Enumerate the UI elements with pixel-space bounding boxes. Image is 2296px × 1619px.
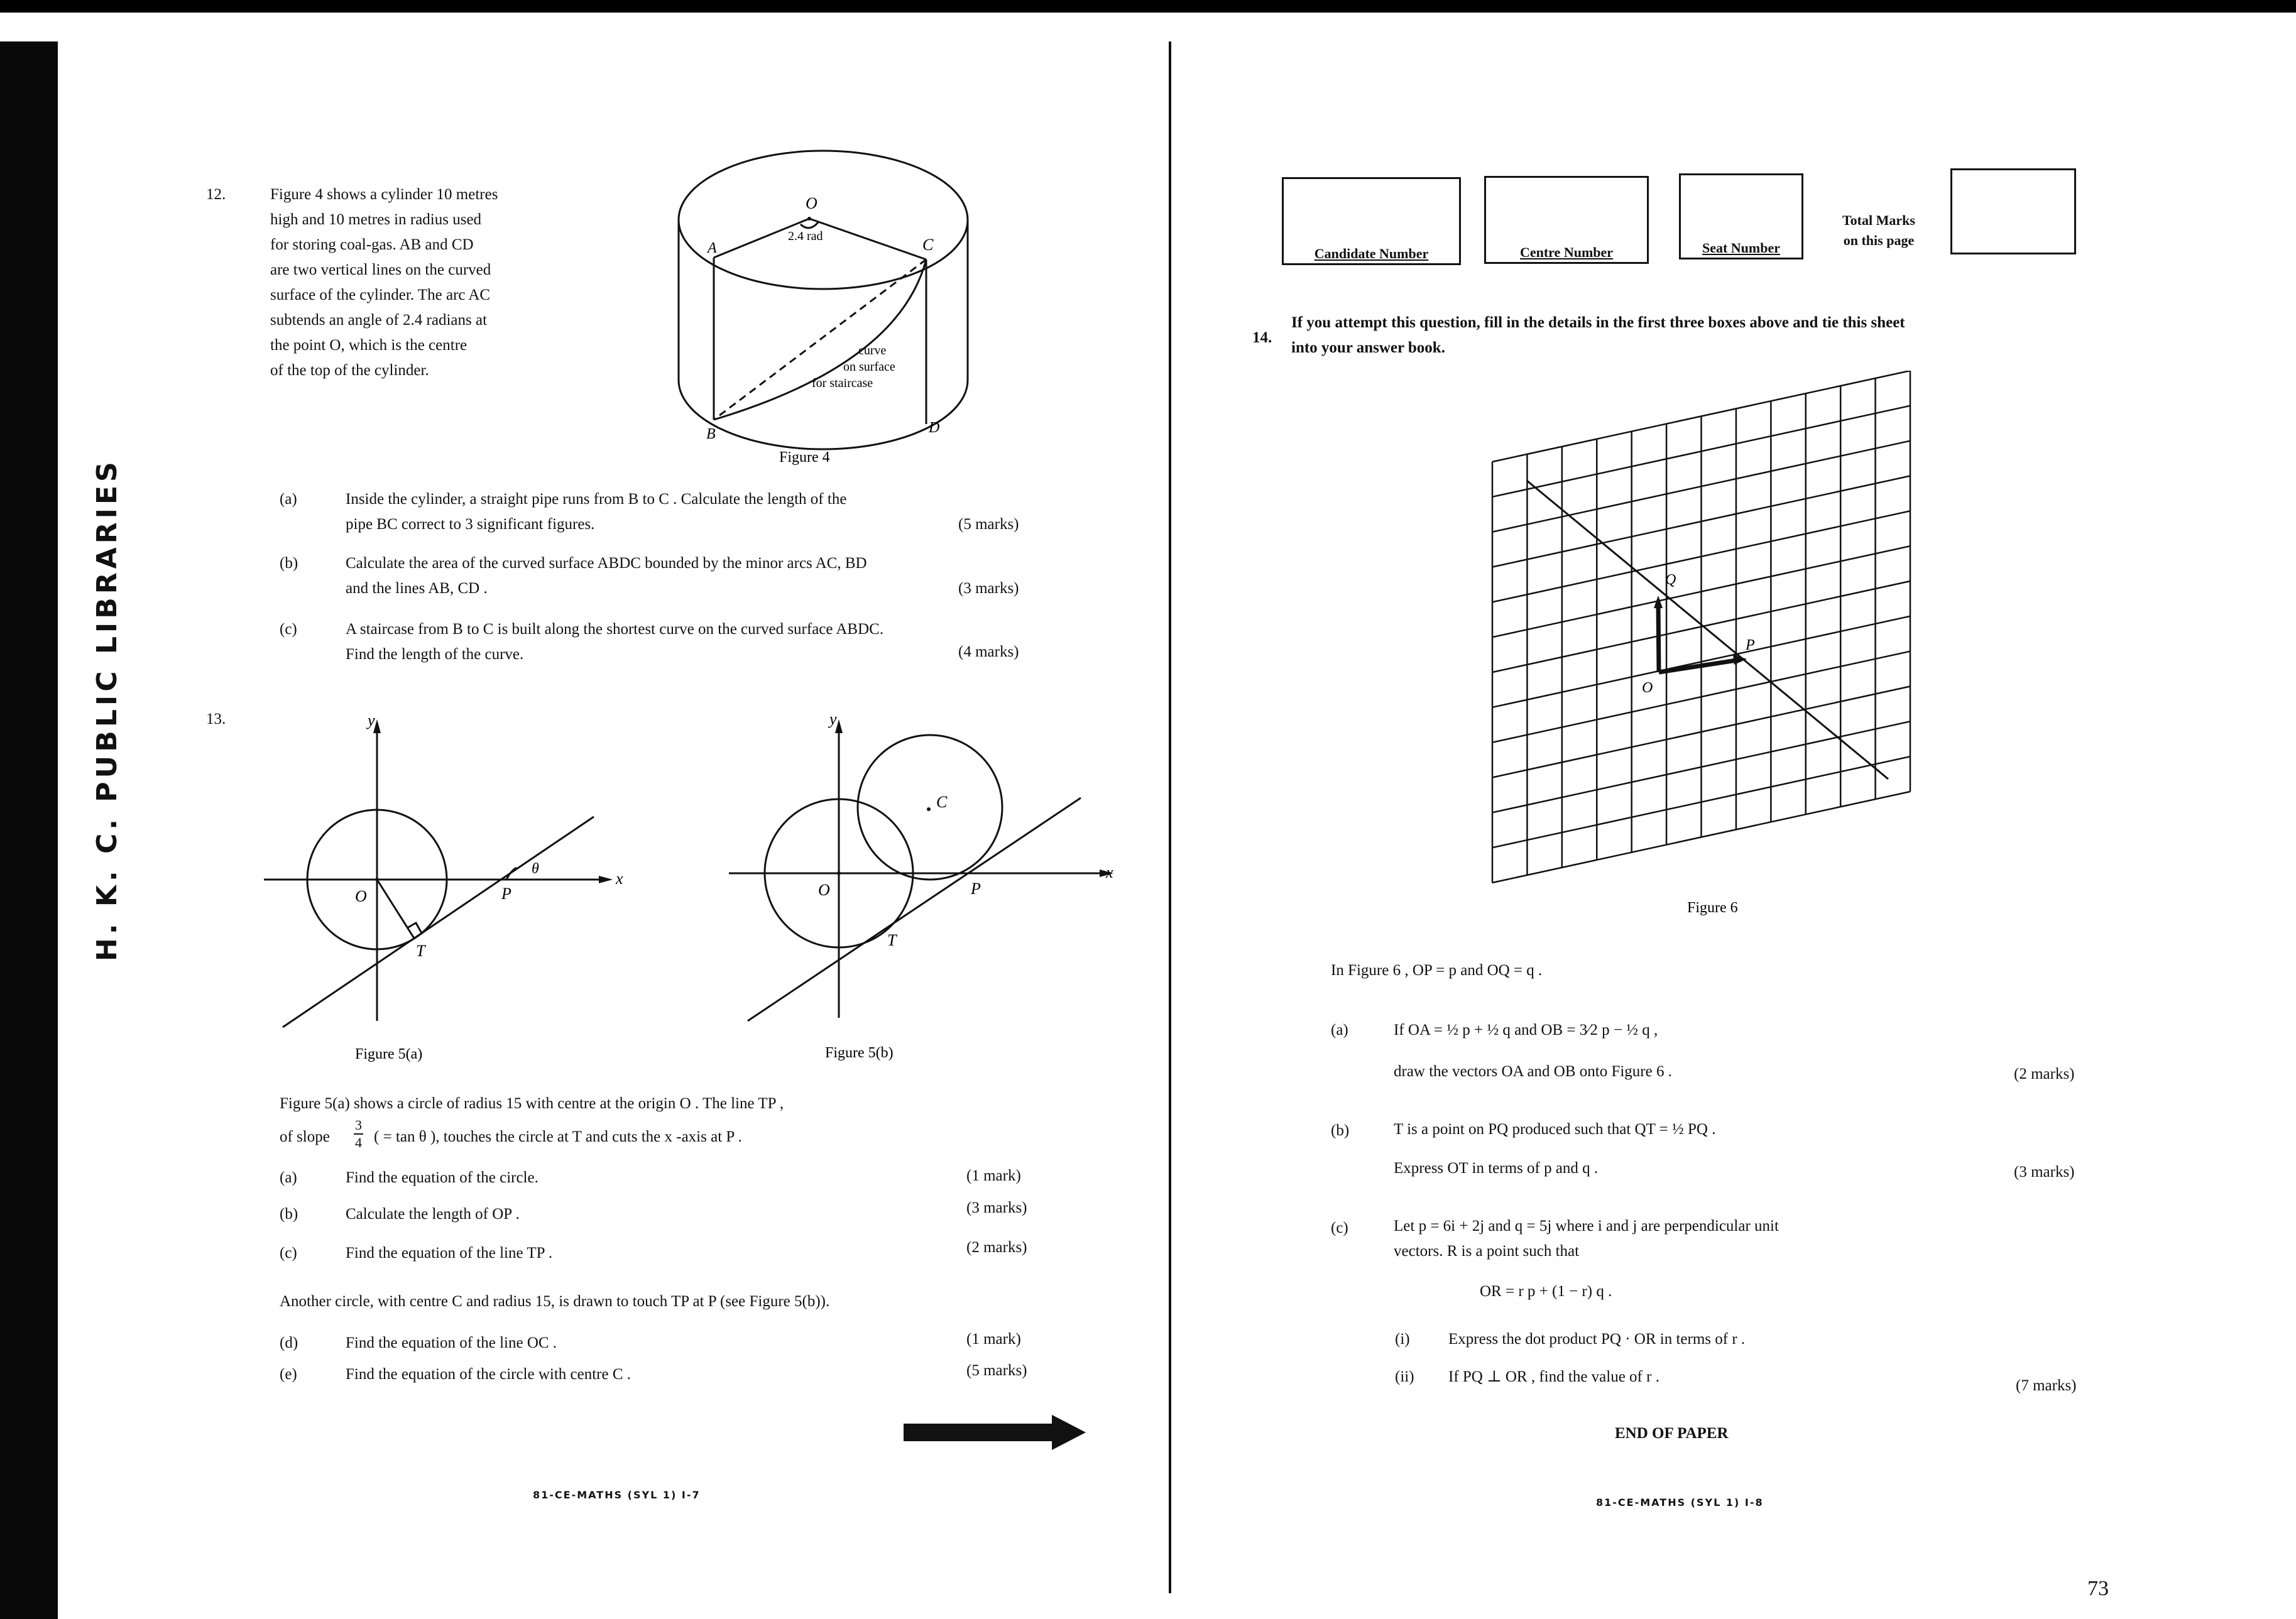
q13a-text: Find the equation of the circle.: [346, 1169, 538, 1186]
fig4-caption: Figure 4: [779, 449, 830, 466]
fig5b-t-label: T: [887, 931, 897, 949]
fig4-label-c: C: [922, 236, 934, 254]
q14a-line2: draw the vectors OA and OB onto Figure 6 .: [1394, 1063, 1672, 1080]
fig6-o-label: O: [1642, 680, 1653, 696]
q14c-ii-text: If PQ ⊥ OR , find the value of r .: [1448, 1368, 1659, 1385]
q14b-line2: Express OT in terms of p and q .: [1394, 1160, 1599, 1177]
library-margin-stamp: H. K. C. PUBLIC LIBRARIES: [91, 458, 123, 961]
q12a-label: (a): [280, 491, 297, 508]
centre-number-box: Centre Number: [1484, 176, 1649, 264]
q14c-line2: vectors. R is a point such that: [1394, 1243, 1580, 1260]
seat-number-box: Seat Number: [1679, 173, 1803, 259]
q13d-text: Find the equation of the line OC .: [346, 1334, 557, 1351]
total-marks-box: [1950, 168, 2076, 254]
q12-number: 12.: [206, 186, 226, 203]
q13c-label: (c): [280, 1245, 297, 1262]
scan-top-edge: [0, 0, 2296, 13]
q13b-text: Calculate the length of OP .: [346, 1206, 520, 1223]
q13b-marks: (3 marks): [966, 1199, 1027, 1216]
q12b-marks: (3 marks): [958, 580, 1019, 597]
fig5a-theta-label: θ: [532, 861, 539, 877]
q14c-i-label: (i): [1395, 1331, 1410, 1348]
q12a-marks: (5 marks): [958, 516, 1019, 533]
fig4-curve-label-2: on surface: [843, 360, 895, 374]
q14c-line3: OR = r p + (1 − r) q .: [1480, 1283, 1612, 1300]
q13-intro-3: Another circle, with centre C and radius 15, is drawn to touch TP at P (see Figure 5(b)).: [280, 1293, 830, 1310]
q14a-marks: (2 marks): [2014, 1066, 2075, 1082]
q14b-line1: T is a point on PQ produced such that QT = ½ PQ .: [1394, 1121, 1716, 1138]
fig5a-x-label: x: [616, 869, 623, 888]
q14-intro: In Figure 6 , OP = p and OQ = q .: [1331, 962, 1543, 979]
q13e-label: (e): [280, 1366, 297, 1383]
q13a-label: (a): [280, 1169, 297, 1186]
q13-intro-1: Figure 5(a) shows a circle of radius 15 with centre at the origin O . The line TP ,: [280, 1095, 784, 1112]
end-of-paper: END OF PAPER: [1615, 1425, 1729, 1442]
fig4-label-a: A: [708, 240, 717, 256]
page-gutter: [1169, 41, 1171, 1593]
figure-5a: [258, 707, 647, 1071]
fig4-angle-label: 2.4 rad: [788, 229, 823, 243]
q14c-line1: Let p = 6i + 2j and q = 5j where i and j are perpendicular unit: [1394, 1218, 1779, 1235]
fig5a-y-label: y: [368, 711, 375, 729]
figure-6-grid: [1483, 371, 1923, 924]
candidate-number-box: Candidate Number: [1282, 177, 1461, 265]
fig4-label-b: B: [706, 426, 716, 442]
q14b-label: (b): [1331, 1122, 1350, 1139]
q12c-label: (c): [280, 621, 297, 638]
fig6-q-label: Q: [1665, 572, 1676, 588]
continue-arrow-icon: [904, 1414, 1086, 1451]
fig5a-o-label: O: [355, 887, 367, 905]
q12b-text: Calculate the area of the curved surface ABDC bounded by the minor arcs AC, BD and the lines AB, CD .: [346, 555, 867, 597]
fig5b-x-label: x: [1106, 863, 1113, 881]
fig5b-o-label: O: [818, 881, 830, 899]
q14c-ii-label: (ii): [1395, 1368, 1414, 1385]
q14-number: 14.: [1252, 329, 1272, 346]
q13c-text: Find the equation of the line TP .: [346, 1245, 553, 1262]
q13-number: 13.: [206, 711, 226, 728]
fig4-curve-label-3: for staircase: [812, 376, 873, 390]
fig5b-c-label: C: [936, 793, 948, 811]
q12a-text: Inside the cylinder, a straight pipe runs from B to C . Calculate the length of the pipe BC correct to 3 significant figures.: [346, 491, 847, 533]
q14c-marks: (7 marks): [2016, 1377, 2077, 1394]
q13d-marks: (1 mark): [966, 1331, 1021, 1348]
q12b-label: (b): [280, 555, 298, 572]
fig6-p-label: P: [1746, 637, 1755, 653]
q14a-line1: If OA = ½ p + ½ q and OB = 3⁄2 p − ½ q ,: [1394, 1022, 1658, 1038]
total-marks-label: Total Marks on this page: [1842, 212, 1915, 248]
q12c-text: A staircase from B to C is built along the shortest curve on the curved surface ABDC. Find the length of the curve.: [346, 621, 884, 663]
q13-slope-fraction: 3 4: [355, 1117, 362, 1150]
q13b-label: (b): [280, 1206, 298, 1223]
page-number: 73: [2087, 1577, 2109, 1600]
fig4-label-d: D: [929, 420, 940, 436]
fig5b-caption: Figure 5(b): [825, 1045, 894, 1061]
q13e-text: Find the equation of the circle with centre C .: [346, 1366, 631, 1383]
q12-intro: Figure 4 shows a cylinder 10 metres high and 10 metres in radius used for storing coal-gas. AB and CD are two vertical lines on the curved surface of the cylinder. The arc AC subtends an angle of 2.4 radians at the point O, which is the centre of the top of the cylinder.: [270, 186, 498, 379]
q14b-marks: (3 marks): [2014, 1164, 2075, 1180]
q13e-marks: (5 marks): [966, 1362, 1027, 1379]
fig6-caption: Figure 6: [1687, 900, 1738, 916]
q14c-label: (c): [1331, 1219, 1348, 1236]
figure-4-cylinder: [647, 138, 999, 477]
q12c-marks: (4 marks): [958, 643, 1019, 660]
q13d-label: (d): [280, 1334, 298, 1351]
fig5b-p-label: P: [971, 880, 981, 898]
fig4-label-o: O: [806, 194, 817, 212]
fig4-curve-label-1: curve: [858, 344, 887, 357]
q14a-label: (a): [1331, 1022, 1348, 1038]
book-spine-shadow: [0, 41, 58, 1619]
right-page-footer: 81-CE-MATHS (SYL 1) I-8: [1596, 1496, 1764, 1508]
fig5a-p-label: P: [501, 885, 511, 903]
fig5a-caption: Figure 5(a): [355, 1046, 423, 1062]
figure-5b: [723, 707, 1131, 1071]
fig5b-y-label: y: [829, 710, 837, 728]
q14-instructions: If you attempt this question, fill in the details in the first three boxes above and tie this sheet into your answer book.: [1291, 314, 1905, 356]
fig5a-t-label: T: [416, 942, 425, 960]
q13a-marks: (1 mark): [966, 1167, 1021, 1184]
q14c-i-text: Express the dot product PQ · OR in terms of r .: [1448, 1331, 1746, 1348]
q13c-marks: (2 marks): [966, 1239, 1027, 1256]
left-page-footer: 81-CE-MATHS (SYL 1) I-7: [533, 1489, 701, 1501]
